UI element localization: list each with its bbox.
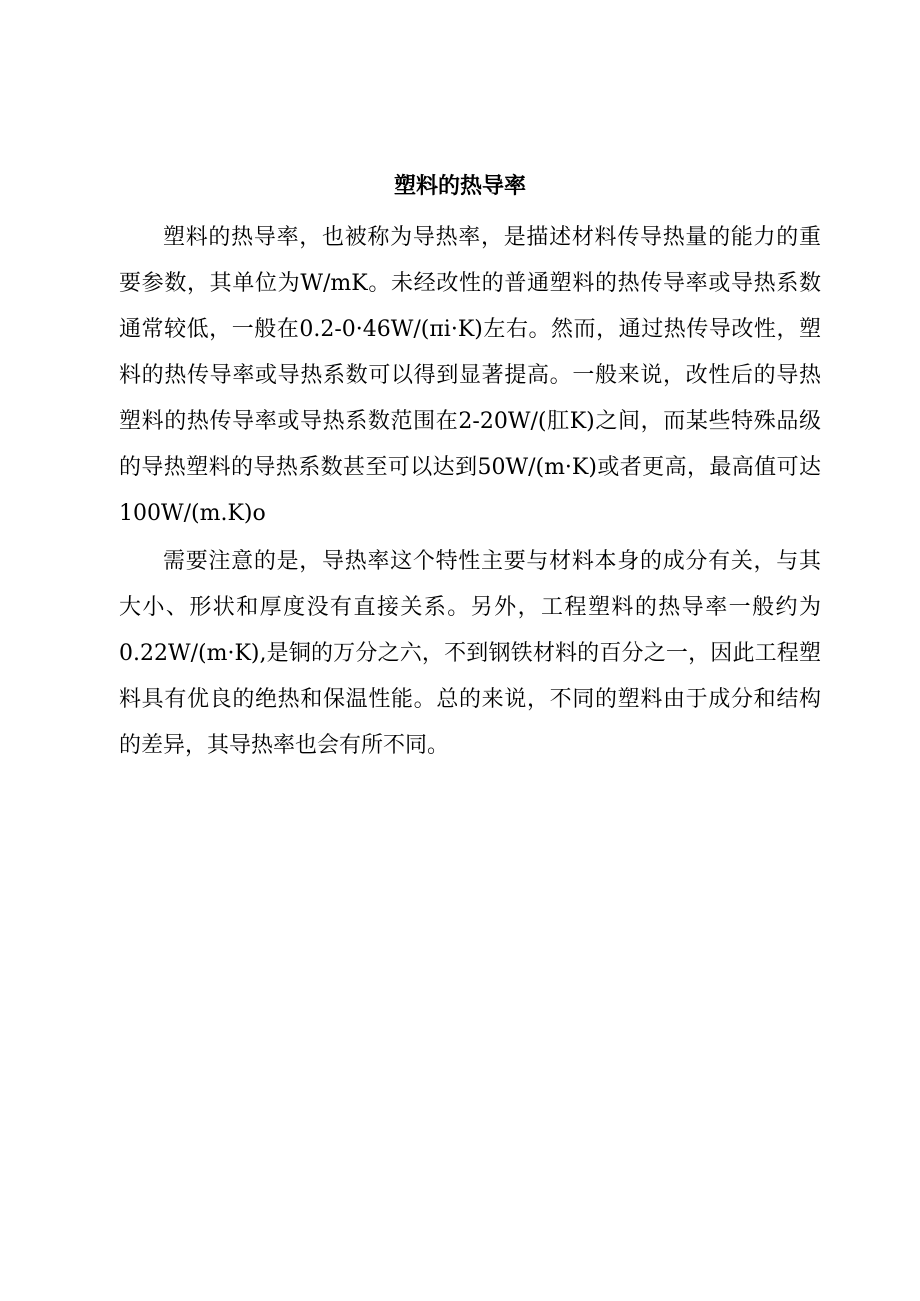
paragraph-thermal-conductivity-definition: 塑料的热导率，也被称为导热率，是描述材料传导热量的能力的重要参数，其单位为W/mK。未经改性的普通塑料的热传导率或导热系数通常较低，一般在0.2-0·46W/(πi·K)左右。然而，通过热传导改性，塑料的热传导率或导热系数可以得到显著提高。一般来说，改性后的导热塑料的热传导率或导热系数范围在2-20W/(肛K)之间，而某些特殊品级的导热塑料的导热系数甚至可以达到50W/(m·K)或者更高，最高值可达100W/(m.K)o [119,225,821,526]
document-body [119,215,821,771]
document-title: 塑料的热导率 [393,174,526,199]
paragraph-thermal-conductivity-notes: 需要注意的是，导热率这个特性主要与材料本身的成分有关，与其大小、形状和厚度没有直接关系。另外，工程塑料的热导率一般约为0.22W/(m·K),是铜的万分之六，不到钢铁材料的百分之一，因此工程塑料具有优良的绝热和保温性能。总的来说，不同的塑料由于成分和结构的差异，其导热率也会有所不同。 [119,549,821,758]
